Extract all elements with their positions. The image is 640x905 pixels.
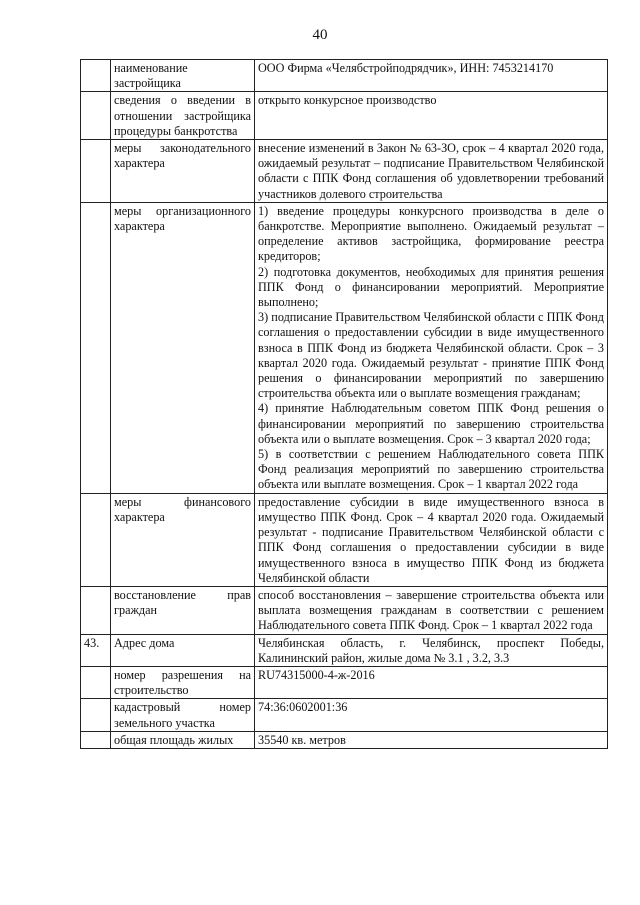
row-value xyxy=(255,202,608,493)
row-value xyxy=(255,586,608,634)
row-label: меры финансового характера xyxy=(111,493,255,586)
table-row xyxy=(81,493,608,586)
row-value xyxy=(255,731,608,748)
table-row xyxy=(81,666,608,698)
row-value xyxy=(255,140,608,203)
row-number xyxy=(81,493,111,586)
page-number: 40 xyxy=(312,27,328,43)
value-paragraph: Челябинская область, г. Челябинск, проспект Победы, Калининский район, жилые дома № 3.1 , 3.2, 3.3 xyxy=(258,635,604,665)
value-paragraph: открыто конкурсное производство xyxy=(258,93,437,108)
value-paragraph: внесение изменений в Закон № 63-ЗО, срок – 4 квартал 2020 года, ожидаемый результат – подписание Правительством Челябинской области с ППК Фонд соглашения об удовлетворении требований участников долевого строительства xyxy=(258,141,604,201)
row-label: сведения о введении в отношении застройщика процедуры банкротства xyxy=(111,92,255,140)
row-number xyxy=(81,140,111,203)
row-label: номер разрешения на строительство xyxy=(111,666,255,698)
value-paragraph: 35540 кв. метров xyxy=(258,732,346,747)
value-paragraph: 5) в соответствии с решением Наблюдательного совета ППК Фонд реализация мероприятий по завершению строительства объекта или выплате возмещения. Срок – 1 квартал 2022 года xyxy=(258,447,604,492)
value-paragraph: 3) подписание Правительством Челябинской области с ППК Фонд соглашения о предоставлении субсидии в виде имущественного взноса в ППК Фонд из бюджета Челябинской области. Срок – 3 квартал 2020 года. Ожидаемый результат - принятие ППК Фонд решения о финансировании мероприятий по завершению строительства объекта или о выплате возмещения гражданам; xyxy=(258,310,604,401)
row-value xyxy=(255,634,608,666)
row-number xyxy=(81,60,111,92)
value-paragraph: ООО Фирма «Челябстройподрядчик», ИНН: 7453214170 xyxy=(258,61,554,75)
table-row xyxy=(81,140,608,203)
row-number: 43. xyxy=(81,634,111,666)
row-value xyxy=(255,666,608,698)
row-number xyxy=(81,699,111,731)
row-label: Адрес дома xyxy=(111,634,255,666)
value-paragraph: 2) подготовка документов, необходимых для принятия решения ППК Фонд о финансировании мероприятий. Мероприятие выполнено; xyxy=(258,264,604,310)
row-label: наименование застройщика xyxy=(111,60,255,92)
value-paragraph: способ восстановления – завершение строительства объекта или выплата возмещения гражданам в соответствии с решением Наблюдательного совета ППК Фонд. Срок – 1 квартал 2022 года xyxy=(258,587,604,633)
row-value xyxy=(255,92,608,140)
table-row xyxy=(81,634,608,666)
table-row xyxy=(81,699,608,731)
table-row xyxy=(81,731,608,748)
table-row xyxy=(81,586,608,634)
row-number xyxy=(81,202,111,493)
value-paragraph: предоставление субсидии в виде имущественного взноса в имущество ППК Фонд. Срок – 4 квартал 2020 года. Ожидаемый результат - подписание Правительством Челябинской области с ППК Фонд соглашения о предоставлении субсидии в виде имущественного взноса в имущество ППК Фонд из бюджета Челябинской области xyxy=(258,494,604,585)
value-paragraph: 4) принятие Наблюдательным советом ППК Фонд решения о финансировании мероприятий по завершению строительства объекта или о выплате возмещения. Срок – 3 квартал 2020 года; xyxy=(258,401,604,446)
row-value xyxy=(255,699,608,731)
value-paragraph: RU74315000-4-ж-2016 xyxy=(258,667,375,682)
row-number xyxy=(81,666,111,698)
row-label: кадастровый номер земельного участка xyxy=(111,699,255,731)
row-label: меры законодательного характера xyxy=(111,140,255,203)
table-row xyxy=(81,202,608,493)
value-paragraph: 74:36:0602001:36 xyxy=(258,700,348,715)
value-paragraph: 1) введение процедуры конкурсного производства в деле о банкротстве. Мероприятие выполнено. Ожидаемый результат – определение активов застройщика, формирование реестра кредиторов; xyxy=(258,203,604,264)
table-row xyxy=(81,92,608,140)
row-label: восстановление прав граждан xyxy=(111,586,255,634)
document-table xyxy=(80,59,608,749)
table-row xyxy=(81,60,608,92)
row-value xyxy=(255,493,608,586)
row-value xyxy=(255,60,608,92)
row-number xyxy=(81,586,111,634)
row-number xyxy=(81,92,111,140)
row-number xyxy=(81,731,111,748)
row-label: меры организационного характера xyxy=(111,202,255,493)
row-label: общая площадь жилых xyxy=(111,731,255,748)
